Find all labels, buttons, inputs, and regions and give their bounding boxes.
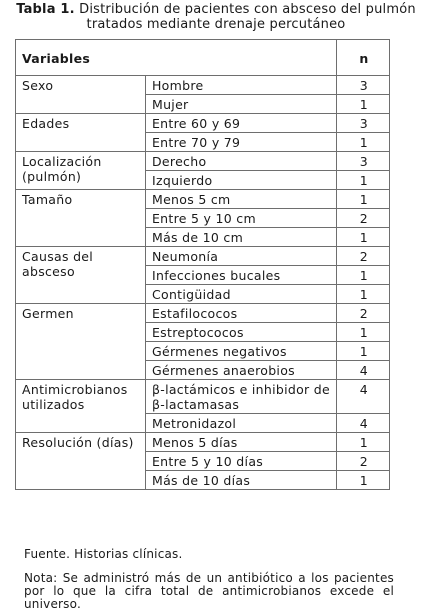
category-cell: Mujer [145, 95, 336, 114]
table-row [16, 304, 390, 323]
table-row [16, 190, 390, 209]
count-cell: 1 [336, 433, 389, 452]
count-cell: 1 [336, 342, 389, 361]
count-cell: 1 [336, 285, 389, 304]
header-variables: Variables [16, 40, 337, 76]
category-cell: Menos 5 días [145, 433, 336, 452]
count-cell: 1 [336, 190, 389, 209]
category-cell: Estreptococos [145, 323, 336, 342]
count-cell: 2 [336, 452, 389, 471]
count-cell: 1 [336, 471, 389, 490]
footnote: Nota: Se administró más de un antibiótico a los pacientes por lo que la cifra total de antimicrobianos excede el universo. [24, 571, 394, 611]
count-cell: 1 [336, 133, 389, 152]
table-row [16, 247, 390, 266]
count-cell: 4 [336, 361, 389, 380]
category-cell: Más de 10 cm [145, 228, 336, 247]
category-cell: Entre 5 y 10 días [145, 452, 336, 471]
table-row [16, 152, 390, 171]
count-cell: 1 [336, 171, 389, 190]
count-cell: 4 [336, 414, 389, 433]
count-cell: 1 [336, 266, 389, 285]
category-cell: Entre 5 y 10 cm [145, 209, 336, 228]
count-cell: 2 [336, 247, 389, 266]
variable-cell: Causas del absceso [16, 247, 146, 304]
count-cell: 3 [336, 152, 389, 171]
table-row [16, 114, 390, 133]
category-cell: Metronidazol [145, 414, 336, 433]
variable-cell: Resolución (días) [16, 433, 146, 490]
count-cell: 1 [336, 323, 389, 342]
variable-cell: Tamaño [16, 190, 146, 247]
header-n: n [336, 40, 389, 76]
count-cell: 2 [336, 209, 389, 228]
source-note: Fuente. Historias clínicas. [24, 547, 183, 561]
count-cell: 3 [336, 114, 389, 133]
distribution-table [15, 39, 390, 490]
caption-text-line2: tratados mediante drenaje percutáneo [86, 17, 346, 32]
category-cell: Gérmenes negativos [145, 342, 336, 361]
category-cell: Estafilococos [145, 304, 336, 323]
category-cell: Izquierdo [145, 171, 336, 190]
category-cell: Hombre [145, 76, 336, 95]
variable-cell: Localización (pulmón) [16, 152, 146, 190]
category-cell: Infecciones bucales [145, 266, 336, 285]
category-cell: Entre 70 y 79 [145, 133, 336, 152]
variable-cell: Sexo [16, 76, 146, 114]
count-cell: 4 [336, 380, 389, 414]
category-cell: Gérmenes anaerobios [145, 361, 336, 380]
count-cell: 1 [336, 228, 389, 247]
table-row [16, 433, 390, 452]
category-cell: Derecho [145, 152, 336, 171]
category-cell: Entre 60 y 69 [145, 114, 336, 133]
count-cell: 1 [336, 95, 389, 114]
category-cell: Menos 5 cm [145, 190, 336, 209]
count-cell: 3 [336, 76, 389, 95]
table-row [16, 380, 390, 414]
table-caption [0, 2, 432, 32]
variable-cell: Germen [16, 304, 146, 380]
category-cell: β-lactámicos e inhibidor de β-lactamasas [145, 380, 336, 414]
category-cell: Más de 10 días [145, 471, 336, 490]
caption-label: Tabla 1. [16, 2, 75, 17]
category-cell: Contigüidad [145, 285, 336, 304]
variable-cell: Edades [16, 114, 146, 152]
table-body [16, 76, 390, 490]
count-cell: 2 [336, 304, 389, 323]
variable-cell: Antimicrobianos utilizados [16, 380, 146, 433]
table-row [16, 76, 390, 95]
caption-text-line1: Distribución de pacientes con absceso del pulmón [79, 2, 416, 17]
category-cell: Neumonía [145, 247, 336, 266]
